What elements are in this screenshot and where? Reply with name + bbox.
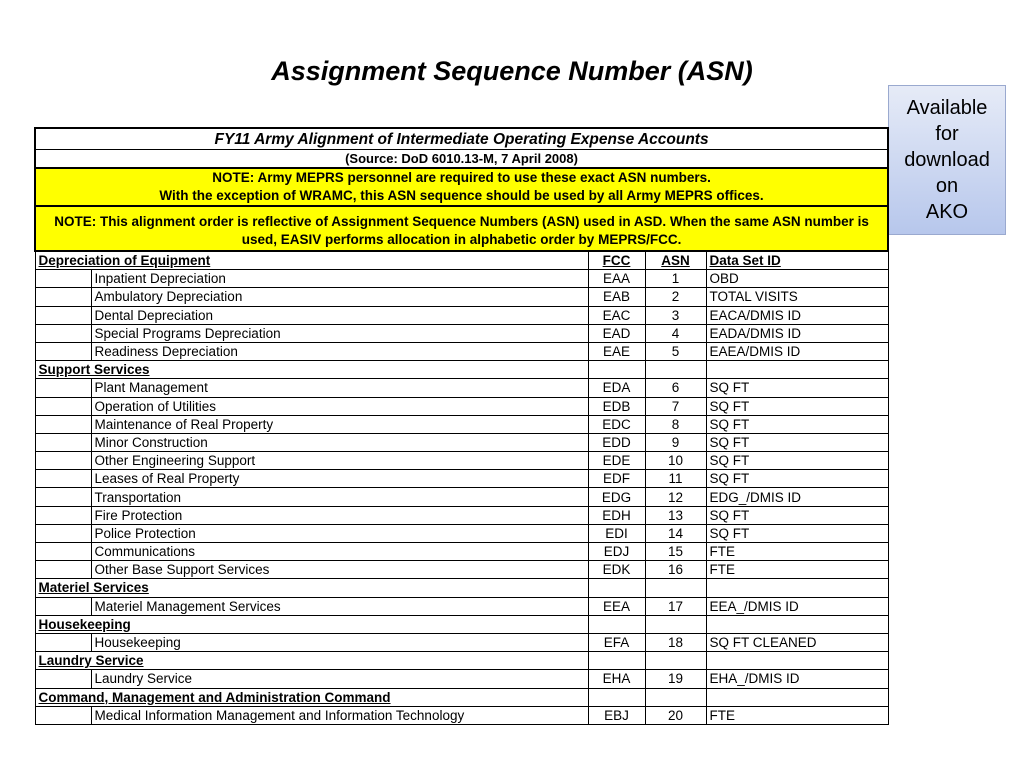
fcc-code: EDF	[588, 470, 645, 488]
asn-number: 3	[645, 306, 706, 324]
account-name: Laundry Service	[91, 670, 588, 688]
note-line: NOTE: Army MEPRS personnel are required to use these exact ASN numbers.	[212, 170, 711, 185]
table-row	[35, 379, 888, 397]
asn-number: 12	[645, 488, 706, 506]
account-name: Other Base Support Services	[91, 561, 588, 579]
asn-number: 1	[645, 270, 706, 288]
callout-line: for	[935, 123, 959, 145]
section-label: Support Services	[35, 361, 588, 379]
empty-cell	[588, 361, 645, 379]
account-name: Fire Protection	[91, 506, 588, 524]
account-name: Readiness Depreciation	[91, 342, 588, 360]
col-header-account: Depreciation of Equipment	[35, 251, 588, 270]
table-row	[35, 433, 888, 451]
col-header-asn: ASN	[645, 251, 706, 270]
dataset-id: SQ FT	[706, 433, 888, 451]
asn-number: 14	[645, 524, 706, 542]
account-name: Maintenance of Real Property	[91, 415, 588, 433]
account-name: Ambulatory Depreciation	[91, 288, 588, 306]
dataset-id: SQ FT CLEANED	[706, 633, 888, 651]
asn-number: 11	[645, 470, 706, 488]
table-row	[35, 670, 888, 688]
asn-number: 13	[645, 506, 706, 524]
section-label: Command, Management and Administration Command	[35, 688, 588, 706]
account-name: Plant Management	[91, 379, 588, 397]
table-row	[35, 452, 888, 470]
asn-number: 19	[645, 670, 706, 688]
empty-cell	[588, 615, 645, 633]
dataset-id: SQ FT	[706, 415, 888, 433]
asn-number: 4	[645, 324, 706, 342]
table-row	[35, 342, 888, 360]
fcc-code: EAC	[588, 306, 645, 324]
fcc-code: EDH	[588, 506, 645, 524]
fcc-code: EAD	[588, 324, 645, 342]
account-name: Operation of Utilities	[91, 397, 588, 415]
asn-table-container	[34, 127, 887, 725]
note-asn-required	[35, 168, 888, 206]
fcc-code: EDI	[588, 524, 645, 542]
account-name: Medical Information Management and Information Technology	[91, 706, 588, 724]
indent-cell	[35, 415, 91, 433]
indent-cell	[35, 670, 91, 688]
dataset-id: EHA_/DMIS ID	[706, 670, 888, 688]
indent-cell	[35, 488, 91, 506]
table-row	[35, 524, 888, 542]
table-row	[35, 488, 888, 506]
indent-cell	[35, 324, 91, 342]
fcc-code: EDA	[588, 379, 645, 397]
asn-number: 17	[645, 597, 706, 615]
empty-cell	[645, 652, 706, 670]
fcc-code: EAE	[588, 342, 645, 360]
fcc-code: EDD	[588, 433, 645, 451]
empty-cell	[645, 579, 706, 597]
table-row	[35, 706, 888, 724]
dataset-id: EEA_/DMIS ID	[706, 597, 888, 615]
asn-table	[34, 127, 889, 725]
dataset-id: SQ FT	[706, 470, 888, 488]
col-header-fcc: FCC	[588, 251, 645, 270]
section-row	[35, 579, 888, 597]
indent-cell	[35, 288, 91, 306]
callout-line: on	[935, 175, 959, 197]
asn-number: 9	[645, 433, 706, 451]
account-name: Leases of Real Property	[91, 470, 588, 488]
account-name: Transportation	[91, 488, 588, 506]
section-label: Materiel Services	[35, 579, 588, 597]
dataset-id: EAEA/DMIS ID	[706, 342, 888, 360]
table-row	[35, 470, 888, 488]
asn-number: 20	[645, 706, 706, 724]
account-name: Communications	[91, 543, 588, 561]
indent-cell	[35, 706, 91, 724]
section-row	[35, 652, 888, 670]
account-name: Special Programs Depreciation	[91, 324, 588, 342]
fcc-code: EAB	[588, 288, 645, 306]
col-header-dataset: Data Set ID	[706, 251, 888, 270]
table-row	[35, 306, 888, 324]
asn-number: 15	[645, 543, 706, 561]
indent-cell	[35, 543, 91, 561]
section-row	[35, 361, 888, 379]
account-name: Minor Construction	[91, 433, 588, 451]
fcc-code: EEA	[588, 597, 645, 615]
fcc-code: EDE	[588, 452, 645, 470]
indent-cell	[35, 597, 91, 615]
account-name: Police Protection	[91, 524, 588, 542]
indent-cell	[35, 452, 91, 470]
dataset-id: EADA/DMIS ID	[706, 324, 888, 342]
empty-cell	[588, 652, 645, 670]
table-row	[35, 415, 888, 433]
account-name: Housekeeping	[91, 633, 588, 651]
table-title: FY11 Army Alignment of Intermediate Operating Expense Accounts	[35, 128, 888, 150]
table-row	[35, 324, 888, 342]
dataset-id: EACA/DMIS ID	[706, 306, 888, 324]
account-name: Dental Depreciation	[91, 306, 588, 324]
dataset-id: FTE	[706, 561, 888, 579]
empty-cell	[706, 688, 888, 706]
empty-cell	[706, 615, 888, 633]
indent-cell	[35, 433, 91, 451]
fcc-code: EBJ	[588, 706, 645, 724]
download-callout	[888, 85, 1006, 235]
asn-number: 2	[645, 288, 706, 306]
table-source: (Source: DoD 6010.13-M, 7 April 2008)	[35, 150, 888, 169]
empty-cell	[588, 579, 645, 597]
indent-cell	[35, 306, 91, 324]
dataset-id: FTE	[706, 543, 888, 561]
asn-number: 16	[645, 561, 706, 579]
indent-cell	[35, 561, 91, 579]
slide-title: Assignment Sequence Number (ASN)	[271, 56, 753, 86]
asn-number: 7	[645, 397, 706, 415]
fcc-code: EDK	[588, 561, 645, 579]
dataset-id: SQ FT	[706, 506, 888, 524]
dataset-id: SQ FT	[706, 452, 888, 470]
asn-number: 18	[645, 633, 706, 651]
dataset-id: SQ FT	[706, 397, 888, 415]
empty-cell	[706, 652, 888, 670]
indent-cell	[35, 506, 91, 524]
empty-cell	[706, 361, 888, 379]
asn-number: 8	[645, 415, 706, 433]
table-row	[35, 597, 888, 615]
indent-cell	[35, 470, 91, 488]
indent-cell	[35, 342, 91, 360]
callout-line: AKO	[925, 201, 969, 223]
account-name: Other Engineering Support	[91, 452, 588, 470]
fcc-code: EFA	[588, 633, 645, 651]
indent-cell	[35, 633, 91, 651]
asn-number: 6	[645, 379, 706, 397]
indent-cell	[35, 270, 91, 288]
callout-line: download	[904, 149, 990, 171]
empty-cell	[706, 579, 888, 597]
empty-cell	[645, 361, 706, 379]
table-row	[35, 561, 888, 579]
fcc-code: EDG	[588, 488, 645, 506]
indent-cell	[35, 524, 91, 542]
section-label: Laundry Service	[35, 652, 588, 670]
account-name: Materiel Management Services	[91, 597, 588, 615]
dataset-id: EDG_/DMIS ID	[706, 488, 888, 506]
account-name: Inpatient Depreciation	[91, 270, 588, 288]
empty-cell	[645, 615, 706, 633]
section-row	[35, 688, 888, 706]
table-row	[35, 506, 888, 524]
note-alignment-order: NOTE: This alignment order is reflective of Assignment Sequence Numbers (ASN) used in ASD. When the same ASN number is used, EASIV performs allocation in alphabetic order by MEPRS/FCC.	[35, 206, 888, 251]
fcc-code: EHA	[588, 670, 645, 688]
fcc-code: EAA	[588, 270, 645, 288]
table-row	[35, 397, 888, 415]
table-row	[35, 288, 888, 306]
asn-number: 5	[645, 342, 706, 360]
fcc-code: EDB	[588, 397, 645, 415]
dataset-id: OBD	[706, 270, 888, 288]
dataset-id: TOTAL VISITS	[706, 288, 888, 306]
indent-cell	[35, 379, 91, 397]
dataset-id: SQ FT	[706, 524, 888, 542]
table-row	[35, 633, 888, 651]
table-row	[35, 270, 888, 288]
fcc-code: EDC	[588, 415, 645, 433]
section-row	[35, 615, 888, 633]
dataset-id: FTE	[706, 706, 888, 724]
table-row	[35, 543, 888, 561]
dataset-id: SQ FT	[706, 379, 888, 397]
asn-number: 10	[645, 452, 706, 470]
empty-cell	[588, 688, 645, 706]
indent-cell	[35, 397, 91, 415]
note-line: With the exception of WRAMC, this ASN sequence should be used by all Army MEPRS offices.	[159, 188, 764, 203]
section-label: Housekeeping	[35, 615, 588, 633]
empty-cell	[645, 688, 706, 706]
fcc-code: EDJ	[588, 543, 645, 561]
callout-line: Available	[906, 97, 988, 119]
